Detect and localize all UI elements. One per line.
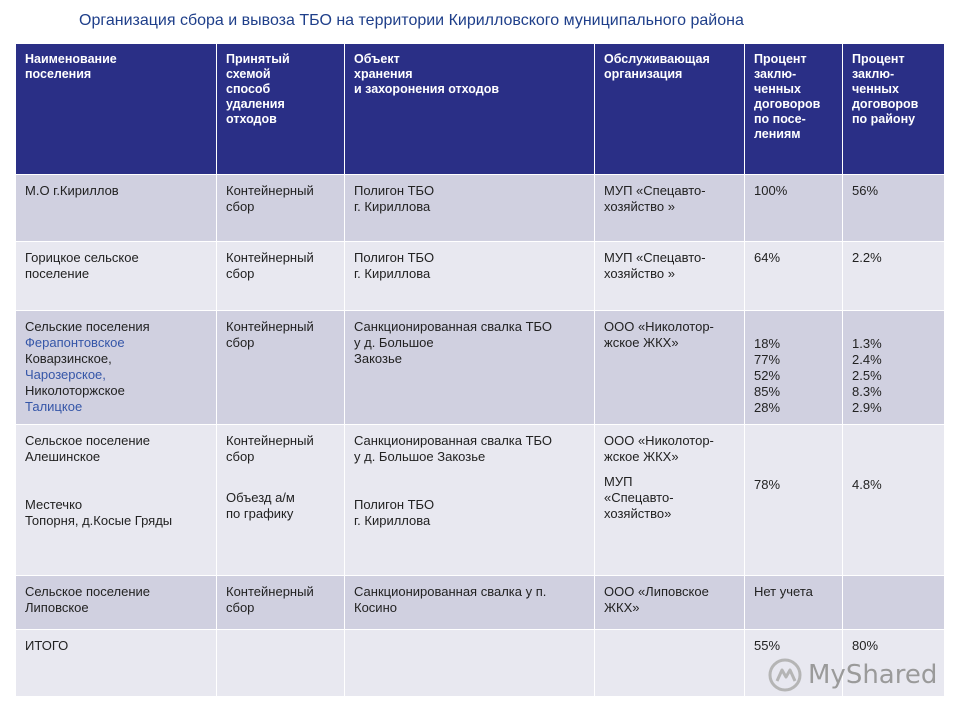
cell-org: ООО «Липовское ЖКХ»: [595, 576, 745, 630]
header-pct-district: Процент заклю- ченных договоров по району: [843, 44, 945, 175]
cell-pct-settlement: 64%: [745, 242, 843, 311]
header-facility: Объект хранения и захоронения отходов: [345, 44, 595, 175]
cell-pct-district: 1.3% 2.4% 2.5% 8.3% 2.9%: [843, 311, 945, 425]
cell-name: Горицкое сельское поселение: [16, 242, 217, 311]
myshared-logo-icon: [768, 658, 804, 692]
table-header-row: [16, 44, 945, 175]
cell-name: Сельские поселения Ферапонтовское Коварзинское, Чарозерское, Николоторжское Талицкое: [16, 311, 217, 425]
header-settlement: Наименование поселения: [16, 44, 217, 175]
table-row: [16, 425, 945, 576]
cell-pct-settlement: 18% 77% 52% 85% 28%: [745, 311, 843, 425]
cell-pct-district: [843, 576, 945, 630]
cell-method: Контейнерный сбор: [217, 175, 345, 242]
cell-name: Сельское поселение Липовское: [16, 576, 217, 630]
cell-pct-settlement: Нет учета: [745, 576, 843, 630]
cell-pct-settlement: 55%: [745, 630, 843, 697]
cell-facility: Санкционированная свалка у п. Косино: [345, 576, 595, 630]
page-title: Организация сбора и вывоза ТБО на территории Кирилловского муниципального района: [79, 12, 744, 29]
cell-pct-district: 56%: [843, 175, 945, 242]
header-org: Обслуживающая организация: [595, 44, 745, 175]
table-row: [16, 311, 945, 425]
waste-table: [15, 43, 945, 697]
cell-method: Контейнерный сбор: [217, 311, 345, 425]
cell-org: ООО «Николотор- жское ЖКХ»: [595, 311, 745, 425]
watermark: [768, 658, 938, 692]
cell-org: ООО «Николотор- жское ЖКХ» МУП «Спецавто- хозяйство»: [595, 425, 745, 576]
cell-pct-district: 4.8%: [843, 425, 945, 576]
cell-facility: Полигон ТБО г. Кириллова: [345, 242, 595, 311]
cell-facility: Санкционированная свалка ТБО у д. Большое Закозье Полигон ТБО г. Кириллова: [345, 425, 595, 576]
cell-org: [595, 630, 745, 697]
cell-pct-settlement: 100%: [745, 175, 843, 242]
cell-method: Контейнерный сбор: [217, 576, 345, 630]
table-row: [16, 175, 945, 242]
cell-pct-settlement: 78%: [745, 425, 843, 576]
cell-pct-district: 2.2%: [843, 242, 945, 311]
cell-pct-district: 80%: [843, 630, 945, 697]
cell-facility: Полигон ТБО г. Кириллова: [345, 175, 595, 242]
cell-org: МУП «Спецавто- хозяйство »: [595, 175, 745, 242]
cell-method: Контейнерный сбор: [217, 242, 345, 311]
cell-name: Сельское поселение Алешинское Местечко Топорня, д.Косые Гряды: [16, 425, 217, 576]
cell-method: [217, 630, 345, 697]
header-method: Принятый схемой способ удаления отходов: [217, 44, 345, 175]
cell-facility: Санкционированная свалка ТБО у д. Большое Закозье: [345, 311, 595, 425]
cell-org: МУП «Спецавто- хозяйство »: [595, 242, 745, 311]
cell-name: ИТОГО: [16, 630, 217, 697]
table-row: [16, 242, 945, 311]
cell-method: Контейнерный сбор Объезд а/м по графику: [217, 425, 345, 576]
header-pct-settlement: Процент заклю- ченных договоров по посе- лениям: [745, 44, 843, 175]
table-row: [16, 576, 945, 630]
cell-name: М.О г.Кириллов: [16, 175, 217, 242]
watermark-text: MyShared: [808, 660, 938, 690]
cell-facility: [345, 630, 595, 697]
